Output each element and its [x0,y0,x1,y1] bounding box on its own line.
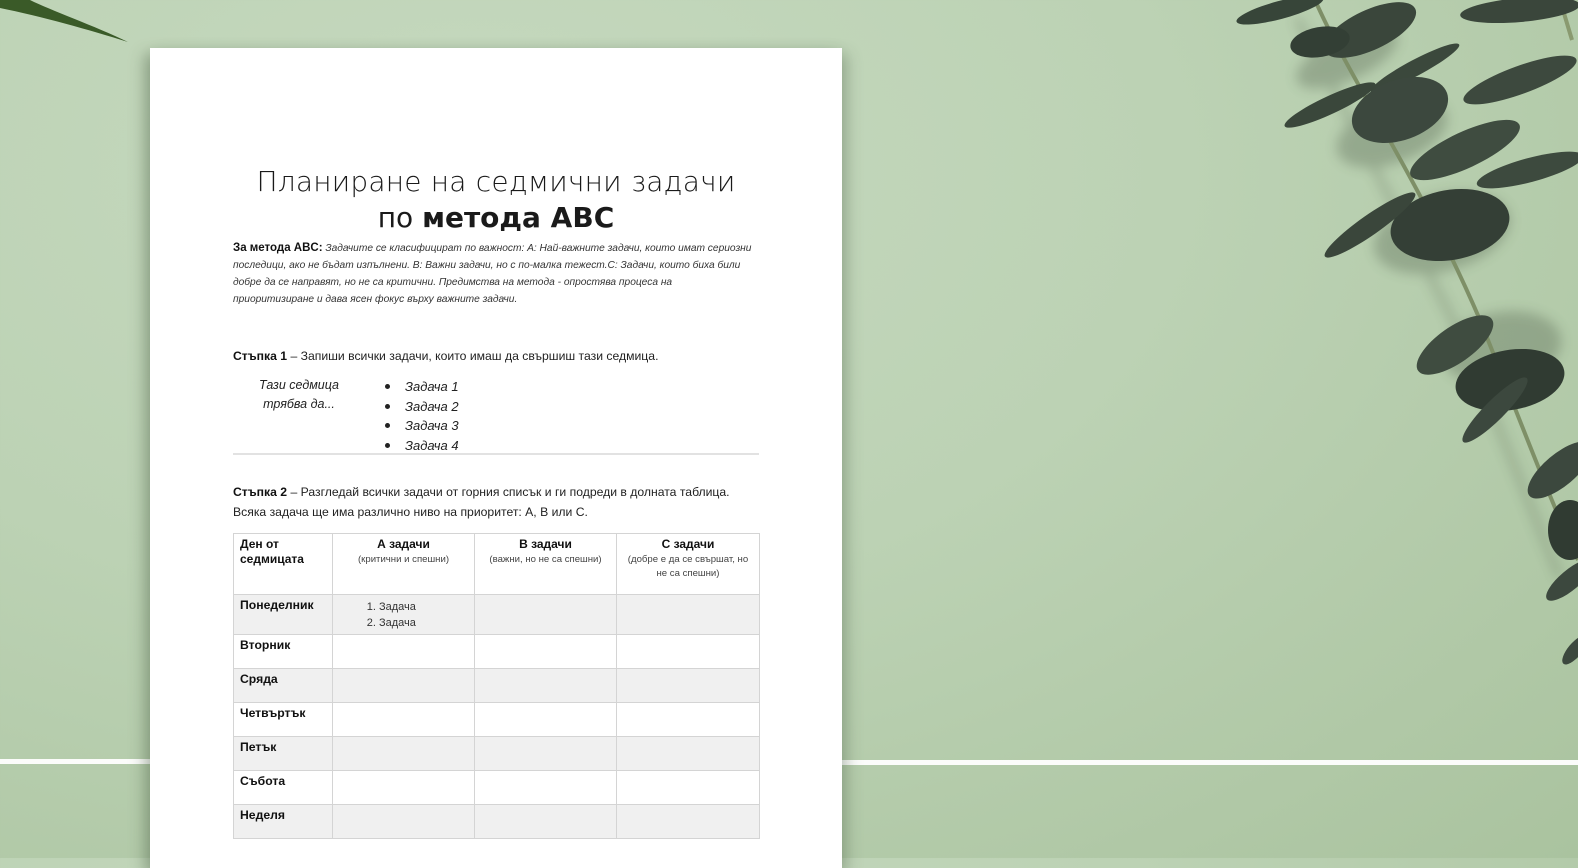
list-item: 2. Задача [379,615,468,631]
header-day [234,534,333,595]
this-week-label [245,376,353,414]
list-item: Задача 1 [385,377,459,397]
step-2-text: – Разгледай всички задачи от горния списък и ги подреди в долната таблица. Всяка задача ще има различно ниво на приоритет: А, B или C. [233,485,730,519]
header-a-subtitle: (критични и спешни) [357,554,450,565]
a-tasks-cell [333,635,475,669]
header-b-subtitle: (важни, но не са спешни) [489,554,602,565]
a-tasks-cell [333,737,475,771]
table-row [234,703,760,737]
b-tasks-cell [475,669,617,703]
background-stripe-right [842,760,1578,765]
about-text: Задачите се класифицират по важност: А: Най-важните задачи, които имат сериозни последици, ако не бъдат изпълнени. B: Важни задачи, но с по-малка тежест.C: Задачи, които биха били добре да се направят, но не са критични. Предимства на метода - опростява процеса на приоритизиране и дава ясен фокус върху важните задачи. [233,243,752,305]
list-item: Задача 2 [385,397,459,417]
step-1-instruction [233,346,773,366]
a-tasks-cell [333,595,475,635]
a-tasks-cell [333,669,475,703]
day-cell: Петък [234,737,333,771]
header-c-subtitle: (добре е да се свършат, но не са спешни) [627,554,749,579]
leaf-icon [0,0,140,50]
c-tasks-cell [617,595,760,635]
table-row [234,805,760,839]
about-label: За метода ABC: [233,242,323,254]
title-line-1: Планиране на седмични задачи [256,165,736,198]
a-tasks-cell [333,703,475,737]
header-c-tasks [617,534,760,595]
day-cell: Вторник [234,635,333,669]
a-tasks-cell [333,771,475,805]
title-method-name: метода ABC [422,201,615,234]
about-method-paragraph [233,240,753,308]
table-row [234,595,760,635]
header-a-tasks [333,534,475,595]
divider [233,453,759,455]
day-cell: Понеделник [234,595,333,635]
b-tasks-cell [475,805,617,839]
list-item: 1. Задача [379,599,468,615]
table-row [234,737,760,771]
table-row [234,771,760,805]
header-b-tasks [475,534,617,595]
page-title [150,164,842,236]
list-item: Задача 3 [385,416,459,436]
list-item: Задача 4 [385,436,459,456]
b-tasks-cell [475,595,617,635]
c-tasks-cell [617,771,760,805]
this-week-label-line-2: трябва да... [263,397,335,411]
step-1-text: – Запиши всички задачи, които имаш да свършиш тази седмица. [287,349,659,363]
title-line-2 [150,200,842,236]
b-tasks-cell [475,771,617,805]
a-task-list [339,599,468,631]
day-cell: Четвъртък [234,703,333,737]
table-row [234,635,760,669]
b-tasks-cell [475,635,617,669]
abc-priority-table [233,533,760,839]
header-b-title: B задачи [519,537,572,551]
c-tasks-cell [617,669,760,703]
document-page [150,48,842,868]
day-cell: Събота [234,771,333,805]
c-tasks-cell [617,805,760,839]
c-tasks-cell [617,703,760,737]
background-stripe-left [0,759,150,764]
table-row [234,669,760,703]
this-week-label-line-1: Тази седмица [258,378,339,392]
b-tasks-cell [475,703,617,737]
step-2-instruction [233,482,763,522]
eucalyptus-branch-icon [1220,0,1578,700]
title-prefix: по [377,201,423,234]
header-c-title: C задачи [661,537,715,551]
weekly-task-list [385,377,459,455]
table-header-row [234,534,760,595]
a-tasks-cell [333,805,475,839]
day-cell: Неделя [234,805,333,839]
c-tasks-cell [617,737,760,771]
header-day-title: Ден от седмицата [240,537,304,566]
step-1-label: Стъпка 1 [233,349,288,363]
b-tasks-cell [475,737,617,771]
c-tasks-cell [617,635,760,669]
header-a-title: А задачи [377,537,430,551]
day-cell: Сряда [234,669,333,703]
step-2-label: Стъпка 2 [233,485,288,499]
